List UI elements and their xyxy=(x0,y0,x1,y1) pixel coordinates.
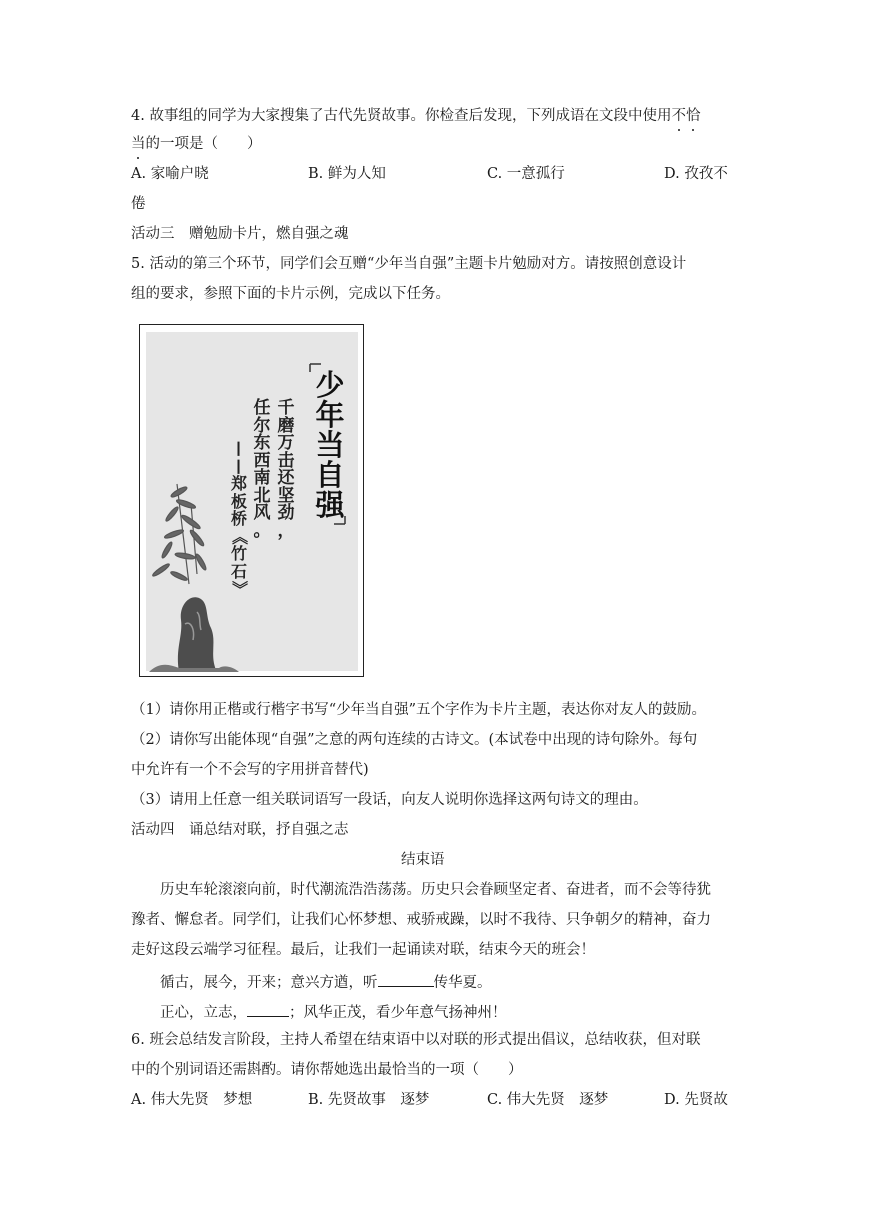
couplet-text: 循古，展今，开来；意兴方遒，听 xyxy=(160,975,378,991)
q4-option-d-wrap: 倦 xyxy=(131,196,146,212)
task-1: （1）请你用正楷或行楷字书写“少年当自强”五个字作为卡片主题，表达你对友人的鼓励。 xyxy=(131,702,707,718)
card-poem-line1 xyxy=(275,400,297,540)
q6-option-b[interactable]: B. 先贤故事 逐梦 xyxy=(308,1092,430,1108)
attribution-char: — xyxy=(229,458,249,475)
q5-stem-line2: 组的要求，参照下面的卡片示例，完成以下任务。 xyxy=(131,286,450,302)
couplet-line1 xyxy=(160,970,492,993)
attribution-char: 桥 xyxy=(230,509,247,528)
q6-option-d[interactable]: D. 先贤故 xyxy=(664,1092,728,1108)
poem-char: 北 xyxy=(253,485,271,506)
poem-char: 劲 xyxy=(277,503,295,523)
q4-option-c[interactable]: C. 一意孤行 xyxy=(487,166,565,182)
activity4-title: 活动四 诵总结对联，抒自强之志 xyxy=(131,822,349,838)
poem-char: 磨 xyxy=(277,415,295,436)
q4-option-b[interactable]: B. 鲜为人知 xyxy=(308,166,386,182)
q4-option-d[interactable]: D. 孜孜不 xyxy=(664,166,728,182)
q6-stem-line1: 6. 班会总结发言阶段，主持人希望在结束语中以对联的形式提出倡议，总结收获，但对联 xyxy=(131,1032,701,1048)
poem-char: ， xyxy=(277,520,295,541)
poem-char: 任 xyxy=(253,398,271,418)
activity3-title: 活动三 赠勉励卡片，燃自强之魂 xyxy=(131,226,349,242)
closing-heading: 结束语 xyxy=(401,852,445,868)
poem-char: 还 xyxy=(277,468,295,488)
q4-option-a[interactable]: A. 家喻户晓 xyxy=(131,166,209,182)
poem-char: 万 xyxy=(277,433,295,453)
closing-paragraph-line1: 历史车轮滚滚向前，时代潮流浩浩荡荡。历史只会眷顾坚定者、奋进者，而不会等待犹 xyxy=(160,882,711,898)
card-poem-line2 xyxy=(251,400,273,540)
attribution-char: 郑 xyxy=(230,474,247,493)
q6-option-a[interactable]: A. 伟大先贤 梦想 xyxy=(131,1092,253,1108)
q6-stem-line2: 中的个别词语还需斟酌。请你帮她选出最恰当的一项（ ） xyxy=(131,1062,523,1078)
card-attribution xyxy=(228,440,250,598)
poem-char: 。 xyxy=(253,520,271,541)
q4-emphasis-char: 恰 xyxy=(685,108,701,124)
card-title-char: 少 xyxy=(315,368,345,402)
q4-emphasis-char: 不 xyxy=(671,108,686,124)
card-title xyxy=(312,370,348,520)
task-2-line1: （2）请你写出能体现“自强”之意的两句连续的古诗文。(本试卷中出现的诗句除外。每句 xyxy=(131,732,698,748)
rock-icon xyxy=(149,597,239,672)
poem-char: 尔 xyxy=(253,415,271,436)
poem-char: 东 xyxy=(253,433,271,453)
bamboo-icon xyxy=(152,484,208,584)
attribution-char: 《 xyxy=(229,528,249,545)
attribution-char: 》 xyxy=(229,580,249,597)
couplet-blank-1[interactable] xyxy=(378,970,434,987)
q4-stem-text: 4. 故事组的同学为大家搜集了古代先贤故事。你检查后发现，下列成语在文段中使用 xyxy=(131,108,672,124)
couplet-line2 xyxy=(160,1000,507,1023)
poem-char: 千 xyxy=(277,398,295,418)
card-title-char: 当 xyxy=(315,428,345,462)
attribution-char: 竹 xyxy=(230,544,247,563)
card-title-char: 自 xyxy=(315,458,345,492)
q4-emphasis-char: 当 xyxy=(131,136,146,152)
couplet-text: 正心，立志， xyxy=(160,1005,247,1021)
q4-stem-line2 xyxy=(131,134,262,154)
task-3: （3）请用上任意一组关联词语写一段话，向友人说明你选择这两句诗文的理由。 xyxy=(131,792,648,808)
attribution-char: 板 xyxy=(230,491,247,511)
poem-char: 击 xyxy=(277,450,295,471)
task-2-line2: 中允许有一个不会写的字用拼音替代) xyxy=(131,762,369,778)
card-title-char: 年 xyxy=(315,398,345,432)
couplet-blank-2[interactable] xyxy=(247,1000,289,1017)
poem-char: 南 xyxy=(253,468,271,488)
q4-stem-text: 的一项是（ ） xyxy=(145,136,262,152)
q5-stem-line1: 5. 活动的第三个环节，同学们会互赠“少年当自强”主题卡片勉励对方。请按照创意设计 xyxy=(131,256,687,272)
attribution-char: — xyxy=(229,440,249,457)
poem-char: 坚 xyxy=(277,485,295,506)
q6-option-c[interactable]: C. 伟大先贤 逐梦 xyxy=(487,1092,609,1108)
attribution-char: 石 xyxy=(230,561,247,581)
poem-char: 风 xyxy=(253,503,271,523)
q4-stem-line1 xyxy=(131,106,700,126)
closing-paragraph-line3: 走好这段云端学习征程。最后，让我们一起诵读对联，结束今天的班会！ xyxy=(131,942,595,958)
card-title-char: 强 xyxy=(315,488,345,522)
couplet-text: ；风华正茂，看少年意气扬神州！ xyxy=(289,1005,507,1021)
poem-char: 西 xyxy=(253,450,271,471)
closing-paragraph-line2: 豫者、懈怠者。同学们，让我们心怀梦想、戒骄戒躁，以时不我待、只争朝夕的精神，奋力 xyxy=(131,912,711,928)
couplet-text: 传华夏。 xyxy=(433,975,492,991)
